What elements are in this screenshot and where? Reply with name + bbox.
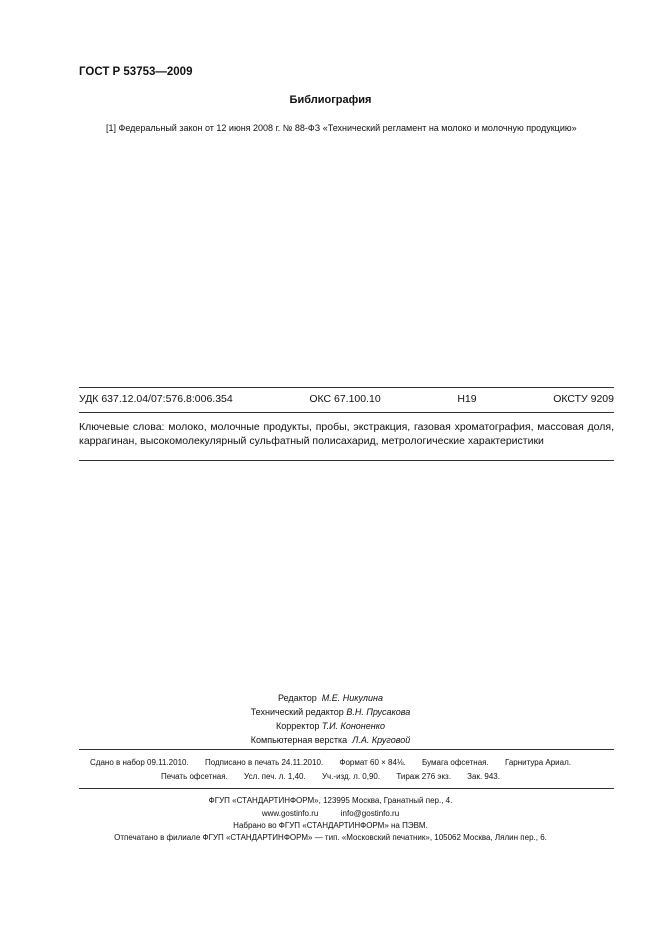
bibliography-heading: Библиография: [289, 94, 372, 106]
paper-type: Бумага офсетная.: [422, 758, 489, 767]
document-code: ГОСТ Р 53753—2009: [79, 66, 193, 78]
print-info-line-1: [0, 758, 661, 767]
sent-date: Сдано в набор 09.11.2010.: [90, 758, 189, 767]
typeset-note: Набрано во ФГУП «СТАНДАРТИНФОРМ» на ПЭВМ.: [233, 821, 428, 830]
divider-credits: [79, 749, 614, 750]
credit-proofreader: [0, 719, 661, 733]
order-number: Зак. 943.: [467, 772, 500, 781]
credit-role: Корректор: [276, 721, 320, 731]
credit-name: В.Н. Прусакова: [346, 707, 411, 717]
credit-name: Л.А. Круговой: [352, 735, 411, 745]
keywords-text: Ключевые слова: молоко, молочные продукты, пробы, экстракция, газовая хроматография, массовая доля, каррагинан, высокомолекулярный сульфатный полисахарид, метрологические характеристики: [79, 421, 614, 447]
okstu-code: ОКСТУ 9209: [553, 393, 614, 405]
credit-role: Компьютерная верстка: [250, 735, 348, 745]
group-code: Н19: [457, 393, 477, 405]
credit-editor: [0, 691, 661, 705]
credits-block: [0, 691, 661, 747]
udk-code: УДК 637.12.04/07:576.8:006.354: [79, 393, 233, 405]
print-info-line-2: [0, 772, 661, 781]
paper-format: Формат 60 × 84⅛.: [339, 758, 406, 767]
publisher-site: www.gostinfo.ru: [261, 809, 319, 818]
publishing-sheets: Уч.-изд. л. 0,90.: [321, 772, 381, 781]
credit-tech-editor: [0, 705, 661, 719]
publisher-address: ФГУП «СТАНДАРТИНФОРМ», 123995 Москва, Гранатный пер., 4.: [208, 796, 453, 805]
credit-name: М.Е. Никулина: [321, 693, 383, 703]
print-sheets: Усл. печ. л. 1,40.: [244, 772, 306, 781]
divider-print: [79, 788, 614, 789]
divider-middle: [79, 412, 614, 413]
divider-bottom: [79, 460, 614, 461]
divider-top: [79, 387, 614, 388]
publisher-contacts: [0, 809, 661, 818]
oks-code: ОКС 67.100.10: [309, 393, 381, 405]
print-run: Тираж 276 экз.: [396, 772, 451, 781]
printed-at-note: Отпечатано в филиале ФГУП «СТАНДАРТИНФОРМ» — тип. «Московский печатник», 105062 Москва, Лялин пер., 6.: [114, 833, 547, 842]
credit-layout: [0, 733, 661, 747]
printing-type: Печать офсетная.: [161, 772, 228, 781]
publisher-email: info@gostinfo.ru: [340, 809, 400, 818]
signed-date: Подписано в печать 24.11.2010.: [204, 758, 324, 767]
font-info: Гарнитура Ариал.: [504, 758, 571, 767]
credit-role: Редактор: [278, 693, 317, 703]
credit-role: Технический редактор: [250, 707, 344, 717]
credit-name: Т.И. Кононенко: [321, 721, 385, 731]
classification-row: [79, 393, 614, 405]
bibliography-entry: [1] Федеральный закон от 12 июня 2008 г. № 88-ФЗ «Технический регламент на молоко и молочную продукцию»: [106, 123, 577, 133]
